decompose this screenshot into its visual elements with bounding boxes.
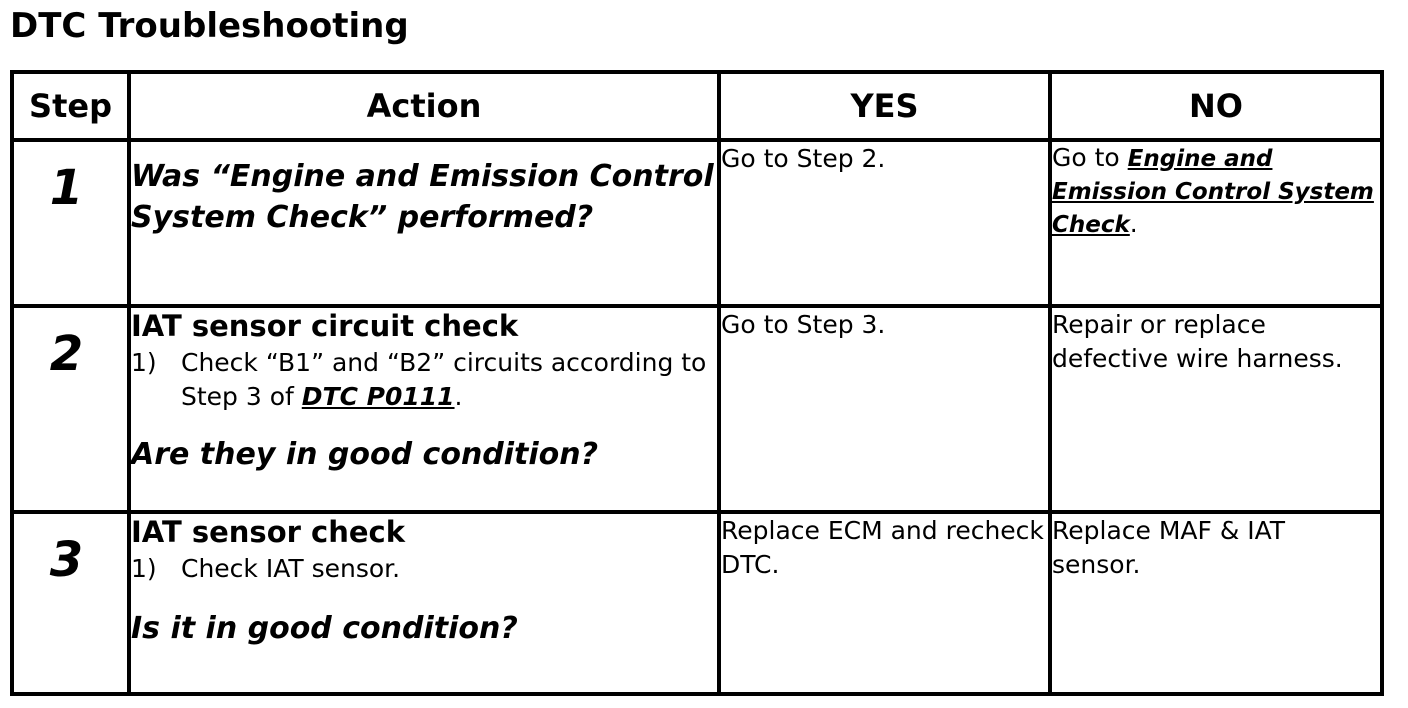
substep-number: 1): [131, 348, 157, 377]
no-cell: Repair or replace defective wire harness.: [1050, 306, 1382, 512]
substep-number: 1): [131, 554, 157, 583]
no-cell: [1050, 140, 1382, 306]
header-step: Step: [12, 72, 129, 140]
troubleshooting-table: [10, 70, 1384, 696]
table-row: [12, 140, 1382, 306]
action-cell: [129, 306, 719, 512]
dtc-p0111-link[interactable]: DTC P0111: [301, 382, 455, 411]
table-header-row: [12, 72, 1382, 140]
action-heading: IAT sensor check: [131, 515, 405, 549]
step-cell: [12, 140, 129, 306]
header-yes: YES: [719, 72, 1050, 140]
step-number: 2: [49, 326, 84, 382]
action-cell: [129, 140, 719, 306]
header-no: NO: [1050, 72, 1382, 140]
table-row: [12, 306, 1382, 512]
substep-text-suffix: .: [454, 382, 463, 411]
step-number: 3: [49, 532, 84, 588]
no-text-prefix: Go to: [1052, 143, 1128, 172]
step-number: 1: [49, 160, 84, 216]
substep-text: [181, 346, 717, 414]
no-cell: Replace MAF & IAT sensor.: [1050, 512, 1382, 694]
yes-cell: Go to Step 3.: [719, 306, 1050, 512]
action-question: Was “Engine and Emission Control System Check” performed?: [131, 159, 714, 235]
step-cell: [12, 512, 129, 694]
action-cell: [129, 512, 719, 694]
engine-emission-check-link[interactable]: Engine and Emission Control System Check: [1052, 146, 1374, 238]
yes-cell: Replace ECM and recheck DTC.: [719, 512, 1050, 694]
page-title: DTC Troubleshooting: [10, 6, 409, 46]
table-row: [12, 512, 1382, 694]
yes-cell: Go to Step 2.: [719, 140, 1050, 306]
header-action: Action: [129, 72, 719, 140]
no-text-suffix: .: [1129, 209, 1138, 238]
action-substep: [131, 346, 717, 414]
action-heading: IAT sensor circuit check: [131, 309, 519, 343]
step-cell: [12, 306, 129, 512]
substep-text: Check IAT sensor.: [181, 554, 401, 583]
action-question: Are they in good condition?: [131, 437, 599, 472]
action-question: Is it in good condition?: [131, 611, 518, 646]
action-substep: [131, 552, 717, 586]
substep-text-body: Check “B1” and “B2” circuits according to Step 3 of: [181, 348, 707, 411]
